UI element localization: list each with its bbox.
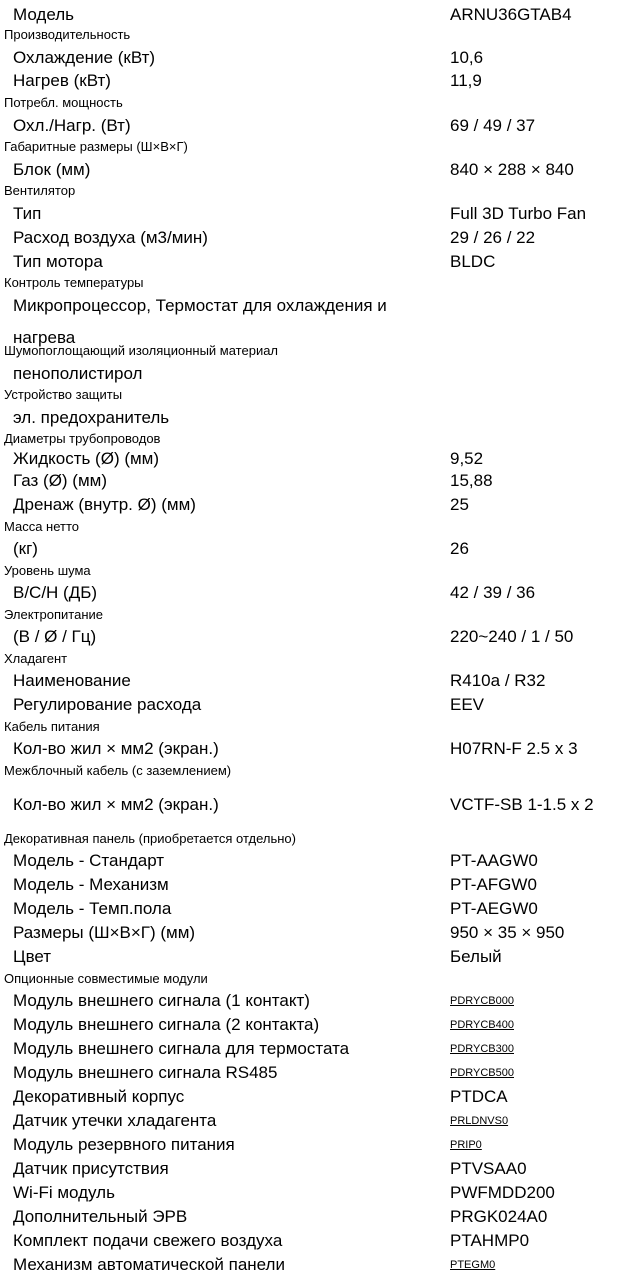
section-heading: Электропитание <box>4 607 103 622</box>
section-heading: Хладагент <box>4 651 68 666</box>
product-link[interactable]: PRIP0 <box>450 1139 482 1151</box>
spec-value: 25 <box>450 495 469 514</box>
section-heading: Вентилятор <box>4 183 76 198</box>
spec-row <box>0 1230 619 1252</box>
spec-label: Модель - Стандарт <box>13 851 165 870</box>
spec-label: Микропроцессор, Термостат для охлаждения и нагрева <box>13 296 387 347</box>
spec-value: 42 / 39 / 36 <box>450 583 536 602</box>
section-heading: Уровень шума <box>4 563 91 578</box>
spec-label: Модуль внешнего сигнала для термостата <box>13 1039 350 1058</box>
spec-row <box>0 850 619 872</box>
spec-value: PTDCA <box>450 1087 508 1106</box>
spec-row <box>0 115 619 137</box>
spec-value: 950 × 35 × 950 <box>450 923 565 942</box>
spec-label: Газ (Ø) (мм) <box>13 471 107 490</box>
spec-label: Декоративный корпус <box>13 1087 185 1106</box>
spec-value: 220~240 / 1 / 50 <box>450 627 574 646</box>
spec-label: Нагрев (кВт) <box>13 71 111 90</box>
section-heading: Контроль температуры <box>4 275 144 290</box>
spec-label: Кол-во жил × мм2 (экран.) <box>13 795 219 814</box>
spec-label: Размеры (Ш×В×Г) (мм) <box>13 923 196 942</box>
section-heading: Межблочный кабель (с заземлением) <box>4 763 232 778</box>
spec-row <box>0 990 619 1012</box>
spec-label: Модуль резервного питания <box>13 1135 235 1154</box>
section-heading: Производительность <box>4 27 131 42</box>
spec-value: 69 / 49 / 37 <box>450 116 536 135</box>
spec-row <box>0 1062 619 1084</box>
spec-row <box>0 1086 619 1108</box>
section-heading: Габаритные размеры (Ш×В×Г) <box>4 139 188 154</box>
spec-row <box>0 159 619 181</box>
spec-label: Модуль внешнего сигнала (1 контакт) <box>13 991 310 1010</box>
spec-label: (кг) <box>13 539 38 558</box>
spec-value: Full 3D Turbo Fan <box>450 204 587 223</box>
spec-row <box>0 494 619 516</box>
spec-row <box>0 1038 619 1060</box>
spec-row <box>0 1110 619 1132</box>
spec-row <box>0 538 619 560</box>
spec-row <box>0 1182 619 1204</box>
section-heading: Шумопоглощающий изоляционный материал <box>4 343 279 358</box>
spec-label: Дренаж (внутр. Ø) (мм) <box>13 495 196 514</box>
spec-label: Дополнительный ЭРВ <box>13 1207 188 1226</box>
spec-value: 11,9 <box>450 71 482 90</box>
spec-row <box>0 47 619 69</box>
product-link[interactable]: PDRYCB000 <box>450 995 514 1007</box>
spec-row <box>0 794 619 816</box>
spec-row <box>0 1014 619 1036</box>
spec-label: Регулирование расхода <box>13 695 202 714</box>
spec-label: пенополистирол <box>13 364 143 383</box>
spec-value: 29 / 26 / 22 <box>450 228 536 247</box>
spec-row <box>0 626 619 648</box>
product-link[interactable]: PDRYCB500 <box>450 1067 514 1079</box>
spec-label: эл. предохранитель <box>13 408 170 427</box>
spec-row <box>0 670 619 692</box>
product-link[interactable]: PRLDNVS0 <box>450 1115 509 1127</box>
spec-label: Наименование <box>13 671 131 690</box>
section-heading: Декоративная панель (приобретается отдельно) <box>4 831 296 846</box>
spec-value: 840 × 288 × 840 <box>450 160 574 179</box>
spec-row-model <box>0 4 619 26</box>
spec-row <box>0 407 619 429</box>
spec-label: (В / Ø / Гц) <box>13 627 97 646</box>
spec-label: Жидкость (Ø) (мм) <box>13 449 160 468</box>
spec-label: Модель <box>13 5 75 24</box>
spec-row <box>0 874 619 896</box>
product-link[interactable]: PDRYCB400 <box>450 1019 514 1031</box>
section-heading: Потребл. мощность <box>4 95 123 110</box>
product-link[interactable]: PDRYCB300 <box>450 1043 514 1055</box>
spec-label: Модуль внешнего сигнала (2 контакта) <box>13 1015 320 1034</box>
spec-row <box>0 470 619 492</box>
spec-value: PTVSAA0 <box>450 1159 527 1178</box>
spec-label: Wi-Fi модуль <box>13 1183 115 1202</box>
spec-row <box>0 1134 619 1156</box>
spec-row <box>0 922 619 944</box>
spec-row <box>0 1158 619 1180</box>
spec-label: В/С/Н (ДБ) <box>13 583 98 602</box>
spec-value: 9,52 <box>450 449 484 468</box>
spec-label: Датчик присутствия <box>13 1159 169 1178</box>
spec-value: 10,6 <box>450 48 484 67</box>
section-heading: Масса нетто <box>4 519 80 534</box>
spec-value: EEV <box>450 695 485 714</box>
spec-value: PTAHMP0 <box>450 1231 530 1250</box>
spec-value: PT-AFGW0 <box>450 875 537 894</box>
spec-label: Тип мотора <box>13 252 103 271</box>
section-heading: Устройство защиты <box>4 387 123 402</box>
spec-label: Модуль внешнего сигнала RS485 <box>13 1063 278 1082</box>
spec-row <box>0 363 619 385</box>
spec-value: PWFMDD200 <box>450 1183 555 1202</box>
spec-label: Тип <box>13 204 42 223</box>
spec-label: Кол-во жил × мм2 (экран.) <box>13 739 219 758</box>
section-heading: Опционные совместимые модули <box>4 971 208 986</box>
spec-row <box>0 448 619 470</box>
spec-row <box>0 582 619 604</box>
spec-row <box>0 946 619 968</box>
spec-value: H07RN-F 2.5 x 3 <box>450 739 578 758</box>
spec-value: PT-AAGW0 <box>450 851 538 870</box>
product-link[interactable]: PTEGM0 <box>450 1259 496 1271</box>
section-heading: Кабель питания <box>4 719 100 734</box>
spec-row <box>0 738 619 760</box>
spec-label: Охлаждение (кВт) <box>13 48 156 67</box>
spec-label: Механизм автоматической панели <box>13 1255 285 1274</box>
spec-value: VCTF-SB 1-1.5 x 2 <box>450 795 594 814</box>
spec-value: PT-AEGW0 <box>450 899 538 918</box>
spec-row <box>0 1206 619 1228</box>
spec-row <box>0 1254 619 1276</box>
spec-row <box>0 70 619 92</box>
spec-value: BLDC <box>450 252 496 271</box>
spec-value: ARNU36GTAB4 <box>450 5 572 24</box>
spec-value: R410a / R32 <box>450 671 546 690</box>
spec-value: 15,88 <box>450 471 493 490</box>
spec-row <box>0 203 619 225</box>
spec-label: Комплект подачи свежего воздуха <box>13 1231 283 1250</box>
spec-row <box>0 227 619 249</box>
spec-label: Модель - Темп.пола <box>13 899 172 918</box>
spec-label: Расход воздуха (м3/мин) <box>13 228 208 247</box>
spec-label: Цвет <box>13 947 52 966</box>
spec-label: Датчик утечки хладагента <box>13 1111 217 1130</box>
spec-row <box>0 898 619 920</box>
spec-value: PRGK024A0 <box>450 1207 548 1226</box>
spec-label: Блок (мм) <box>13 160 91 179</box>
spec-value: 26 <box>450 539 469 558</box>
spec-label: Охл./Нагр. (Вт) <box>13 116 131 135</box>
spec-row <box>0 694 619 716</box>
spec-label: Модель - Механизм <box>13 875 169 894</box>
spec-value: Белый <box>450 947 502 966</box>
spec-row <box>0 251 619 273</box>
section-heading: Диаметры трубопроводов <box>4 431 161 446</box>
